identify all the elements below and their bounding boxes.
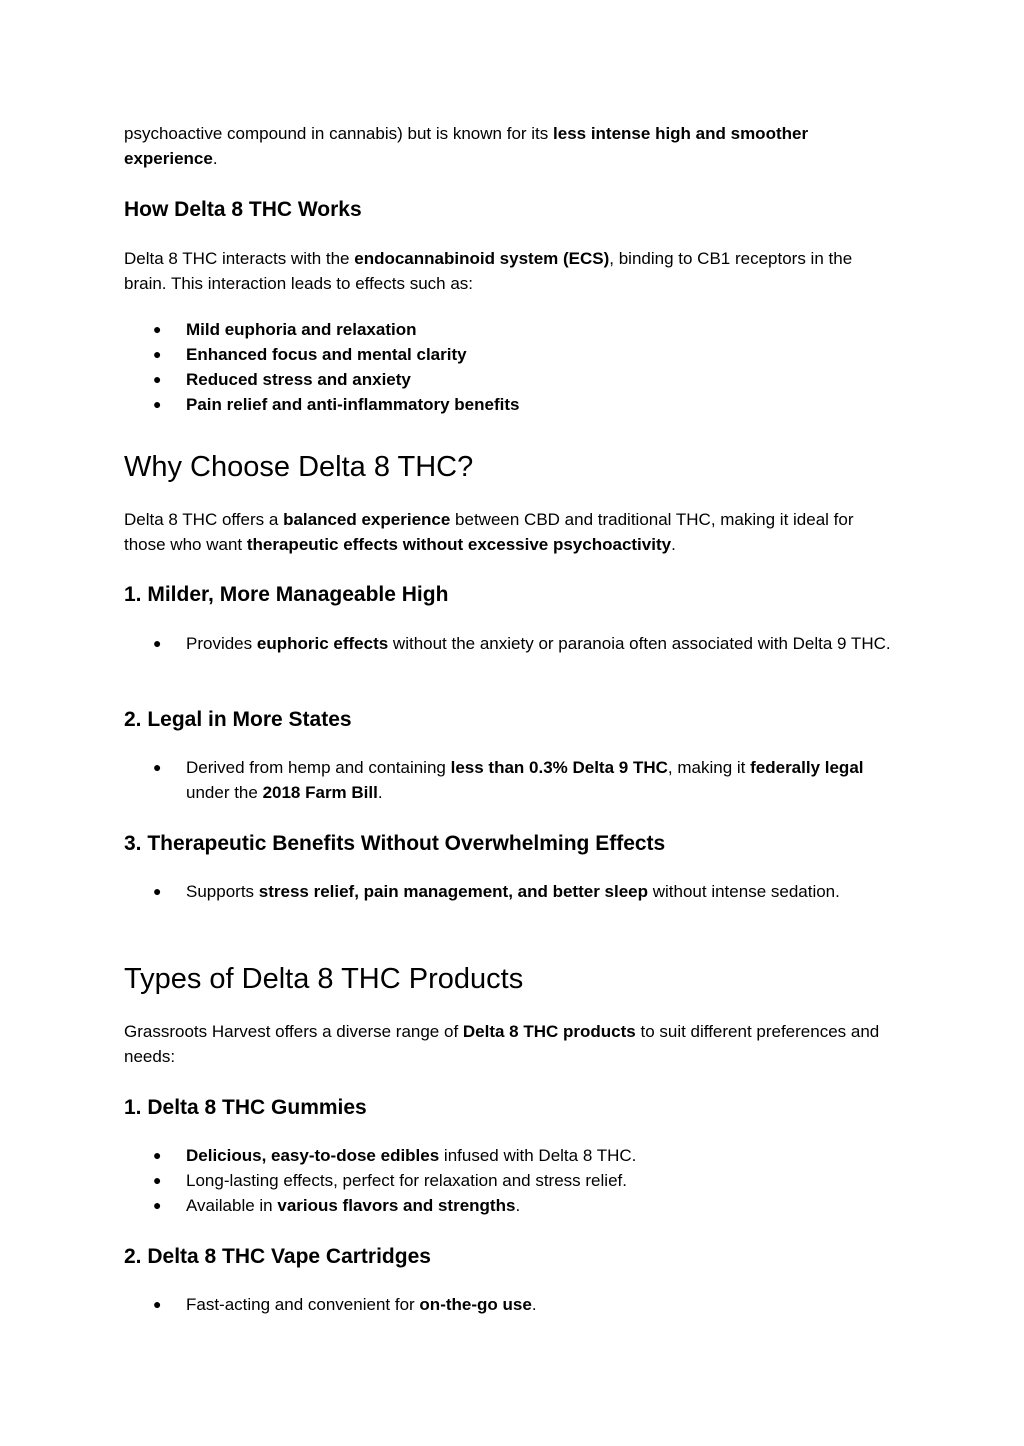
list-item: ● Derived from hemp and containing less than 0.3% Delta 9 THC, making it federally legal under the 2018 Farm Bill. — [124, 755, 894, 805]
list-item: ● Reduced stress and anxiety — [124, 367, 894, 392]
heading-therapeutic: 3. Therapeutic Benefits Without Overwhelming Effects — [124, 832, 666, 855]
bullet-icon: ● — [153, 759, 162, 775]
list-item: ● Supports stress relief, pain management, and better sleep without intense sedation. — [124, 879, 894, 904]
bullet-icon: ● — [153, 371, 162, 387]
milder-high-list — [124, 631, 894, 656]
intro-paragraph: psychoactive compound in cannabis) but is known for its less intense high and smoother experience. — [124, 124, 809, 168]
list-item: ● Enhanced focus and mental clarity — [124, 342, 894, 367]
bullet-icon: ● — [153, 883, 162, 899]
how-works-paragraph: Delta 8 THC interacts with the endocannabinoid system (ECS), binding to CB1 receptors in the brain. This interaction leads to effects such as: — [124, 249, 853, 293]
heading-milder-high: 1. Milder, More Manageable High — [124, 583, 449, 606]
list-item: ● Available in various flavors and strengths. — [124, 1193, 894, 1218]
bullet-icon: ● — [153, 396, 162, 412]
heading-legal-states: 2. Legal in More States — [124, 708, 352, 731]
heading-vape: 2. Delta 8 THC Vape Cartridges — [124, 1245, 431, 1268]
bullet-icon: ● — [153, 635, 162, 651]
heading-types: Types of Delta 8 THC Products — [124, 963, 524, 995]
list-item: ● Pain relief and anti-inflammatory benefits — [124, 392, 894, 417]
bullet-icon: ● — [153, 1197, 162, 1213]
therapeutic-list — [124, 879, 894, 904]
bullet-icon: ● — [153, 1296, 162, 1312]
bullet-icon: ● — [153, 1172, 162, 1188]
gummies-list — [124, 1143, 894, 1218]
list-item: ● Provides euphoric effects without the anxiety or paranoia often associated with Delta 9 THC. — [124, 631, 894, 656]
vape-list — [124, 1292, 894, 1317]
effects-list — [124, 317, 894, 417]
heading-gummies: 1. Delta 8 THC Gummies — [124, 1096, 367, 1119]
bullet-icon: ● — [153, 346, 162, 362]
types-paragraph: Grassroots Harvest offers a diverse range of Delta 8 THC products to suit different preferences and needs: — [124, 1022, 880, 1066]
bullet-icon: ● — [153, 321, 162, 337]
list-item: ● Delicious, easy-to-dose edibles infused with Delta 8 THC. — [124, 1143, 894, 1168]
heading-why-choose: Why Choose Delta 8 THC? — [124, 451, 474, 483]
list-item: ● Fast-acting and convenient for on-the-go use. — [124, 1292, 894, 1317]
heading-how-works: How Delta 8 THC Works — [124, 198, 362, 221]
why-choose-paragraph: Delta 8 THC offers a balanced experience between CBD and traditional THC, making it ideal for those who want therapeutic effects without excessive psychoactivity. — [124, 510, 854, 554]
list-item: ● Mild euphoria and relaxation — [124, 317, 894, 342]
legal-states-list — [124, 755, 894, 805]
list-item: ● Long-lasting effects, perfect for relaxation and stress relief. — [124, 1168, 894, 1193]
bullet-icon: ● — [153, 1147, 162, 1163]
